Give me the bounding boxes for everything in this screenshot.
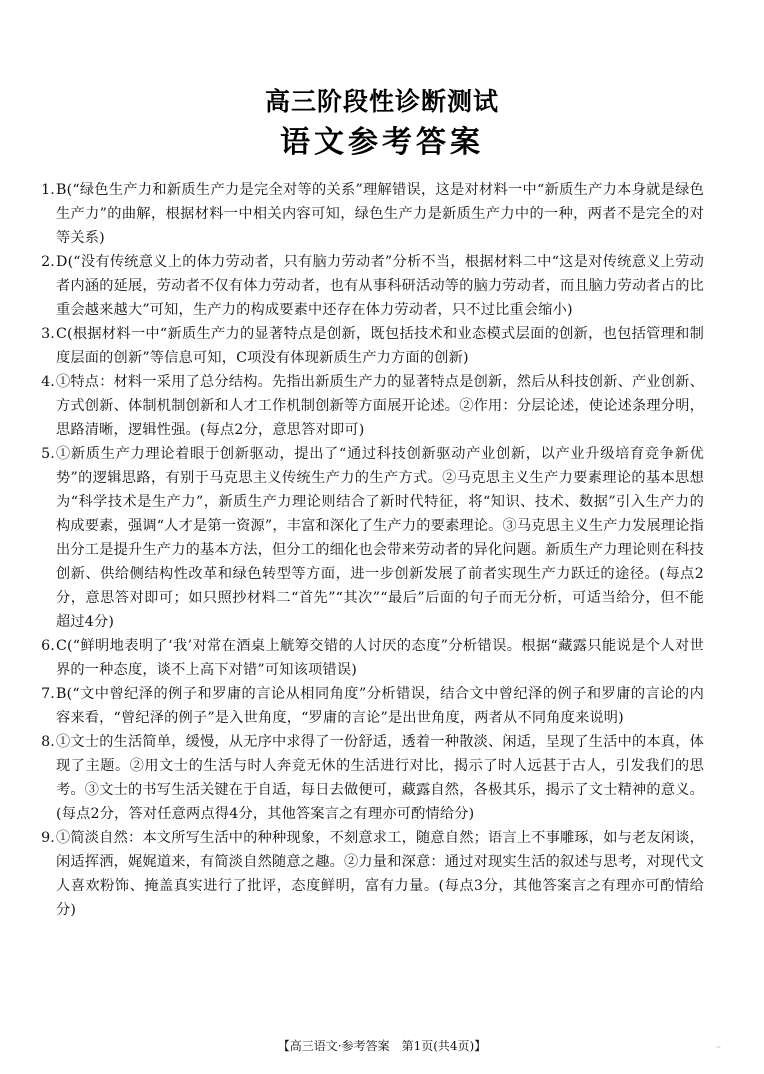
answer-item-2 bbox=[0, 250, 704, 322]
answer-text: B(“文中曾纪泽的例子和罗庸的言论从相同角度”分析错误，结合文中曾纪泽的例子和罗庸的言论的内容来看，“曾纪泽的例子”是入世角度，“罗庸的言论”是出世角度，两者从不同角度来说明) bbox=[56, 686, 704, 726]
answer-text: ①文士的生活简单，缓慢，从无序中求得了一份舒适，透着一种散淡、闲适，呈现了生活中的本真，体现了主题。②用文士的生活与时人奔竞无休的生活进行对比，揭示了时人远甚于古人，引发我们的思考。③文士的书写生活关键在于自适，每日去做便可，藏露自然，各极其乐，揭示了文士精神的意义。(每点2分，答对任意两点得4分，其他答案言之有理亦可酌情给分) bbox=[56, 734, 704, 822]
answer-item-8 bbox=[0, 730, 704, 826]
answer-item-1 bbox=[0, 178, 704, 250]
answer-item-5 bbox=[0, 442, 704, 634]
answer-text: ①新质生产力理论着眼于创新驱动，提出了“通过科技创新驱动产业创新，以产业升级培育竞争新优势”的逻辑思路，有别于马克思主义传统生产力的生产方式。②马克思主义生产力要素理论的基本思想为“科学技术是生产力”，新质生产力理论则结合了新时代特征，将“知识、技术、数据”引入生产力的构成要素，强调“人才是第一资源”，丰富和深化了生产力的要素理论。③马克思主义生产力发展理论指出分工是提升生产力的基本方法，但分工的细化也会带来劳动者的异化问题。新质生产力理论则在科技创新、供给侧结构性改革和绿色转型等方面，进一步创新发展了前者实现生产力跃迁的途径。(每点2分，意思答对即可；如只照抄材料二“首先”“其次”“最后”后面的句子而无分析，可适当给分，但不能超过4分) bbox=[56, 446, 704, 630]
answer-text: D(“没有传统意义上的体力劳动者，只有脑力劳动者”分析不当，根据材料二中“这是对传统意义上劳动者内涵的延展，劳动者不仅有体力劳动者，也有从事科研活动等的脑力劳动者，而且脑力劳动者占的比重会越来越大”可知，生产力的构成要素中还存在体力劳动者，只不过比重会缩小) bbox=[56, 254, 704, 318]
answer-list bbox=[0, 178, 764, 922]
answer-text: ①特点：材料一采用了总分结构。先指出新质生产力的显著特点是创新，然后从科技创新、产业创新、方式创新、体制机制创新和人才工作机制创新等方面展开论述。②作用：分层论述，使论述条理分明，思路清晰，逻辑性强。(每点2分，意思答对即可) bbox=[56, 374, 704, 438]
answer-text: B(“绿色生产力和新质生产力是完全对等的关系”理解错误，这是对材料一中“新质生产力本身就是绿色生产力”的曲解，根据材料一中相关内容可知，绿色生产力是新质生产力中的一种，两者不是完全的对等关系) bbox=[56, 182, 704, 246]
answer-number: 3. bbox=[41, 326, 55, 342]
answer-number: 8. bbox=[41, 734, 55, 750]
page-footer: 【高三语文·参考答案 第1页(共4页)】 bbox=[277, 1039, 487, 1053]
answer-text: C(根据材料一中“新质生产力的显著特点是创新，既包括技术和业态模式层面的创新，也包括管理和制度层面的创新”等信息可知，C项没有体现新质生产力方面的创新) bbox=[56, 326, 704, 366]
page-subtitle: 语文参考答案 bbox=[280, 125, 484, 160]
answer-number: 5. bbox=[41, 446, 55, 462]
answer-item-6 bbox=[0, 634, 704, 682]
answer-number: 7. bbox=[41, 686, 55, 702]
answer-number: 9. bbox=[41, 830, 55, 846]
answer-item-9 bbox=[0, 826, 704, 922]
answer-number: 6. bbox=[41, 638, 55, 654]
page-title: 高三阶段性诊断测试 bbox=[264, 87, 499, 116]
answer-number: 4. bbox=[41, 374, 55, 390]
answer-number: 2. bbox=[41, 254, 55, 270]
answer-text: C(“鲜明地表明了‘我’对常在酒桌上觥筹交错的人讨厌的态度”分析错误。根据“藏露只能说是个人对世界的一种态度，谈不上高下对错”可知该项错误) bbox=[56, 638, 704, 678]
answer-text: ①简淡自然：本文所写生活中的种种现象，不刻意求工，随意自然；语言上不事雕琢，如与老友闲谈，闲适挥洒，娓娓道来，有简淡自然随意之趣。②力量和深意：通过对现实生活的叙述与思考，对现代文人喜欢粉饰、掩盖真实进行了批评，态度鲜明，富有力量。(每点3分，其他答案言之有理亦可酌情给分) bbox=[56, 830, 704, 918]
answer-item-4 bbox=[0, 370, 704, 442]
answer-item-7 bbox=[0, 682, 704, 730]
answer-item-3 bbox=[0, 322, 704, 370]
corner-mark: ·· bbox=[716, 1043, 722, 1052]
answer-number: 1. bbox=[41, 182, 55, 198]
